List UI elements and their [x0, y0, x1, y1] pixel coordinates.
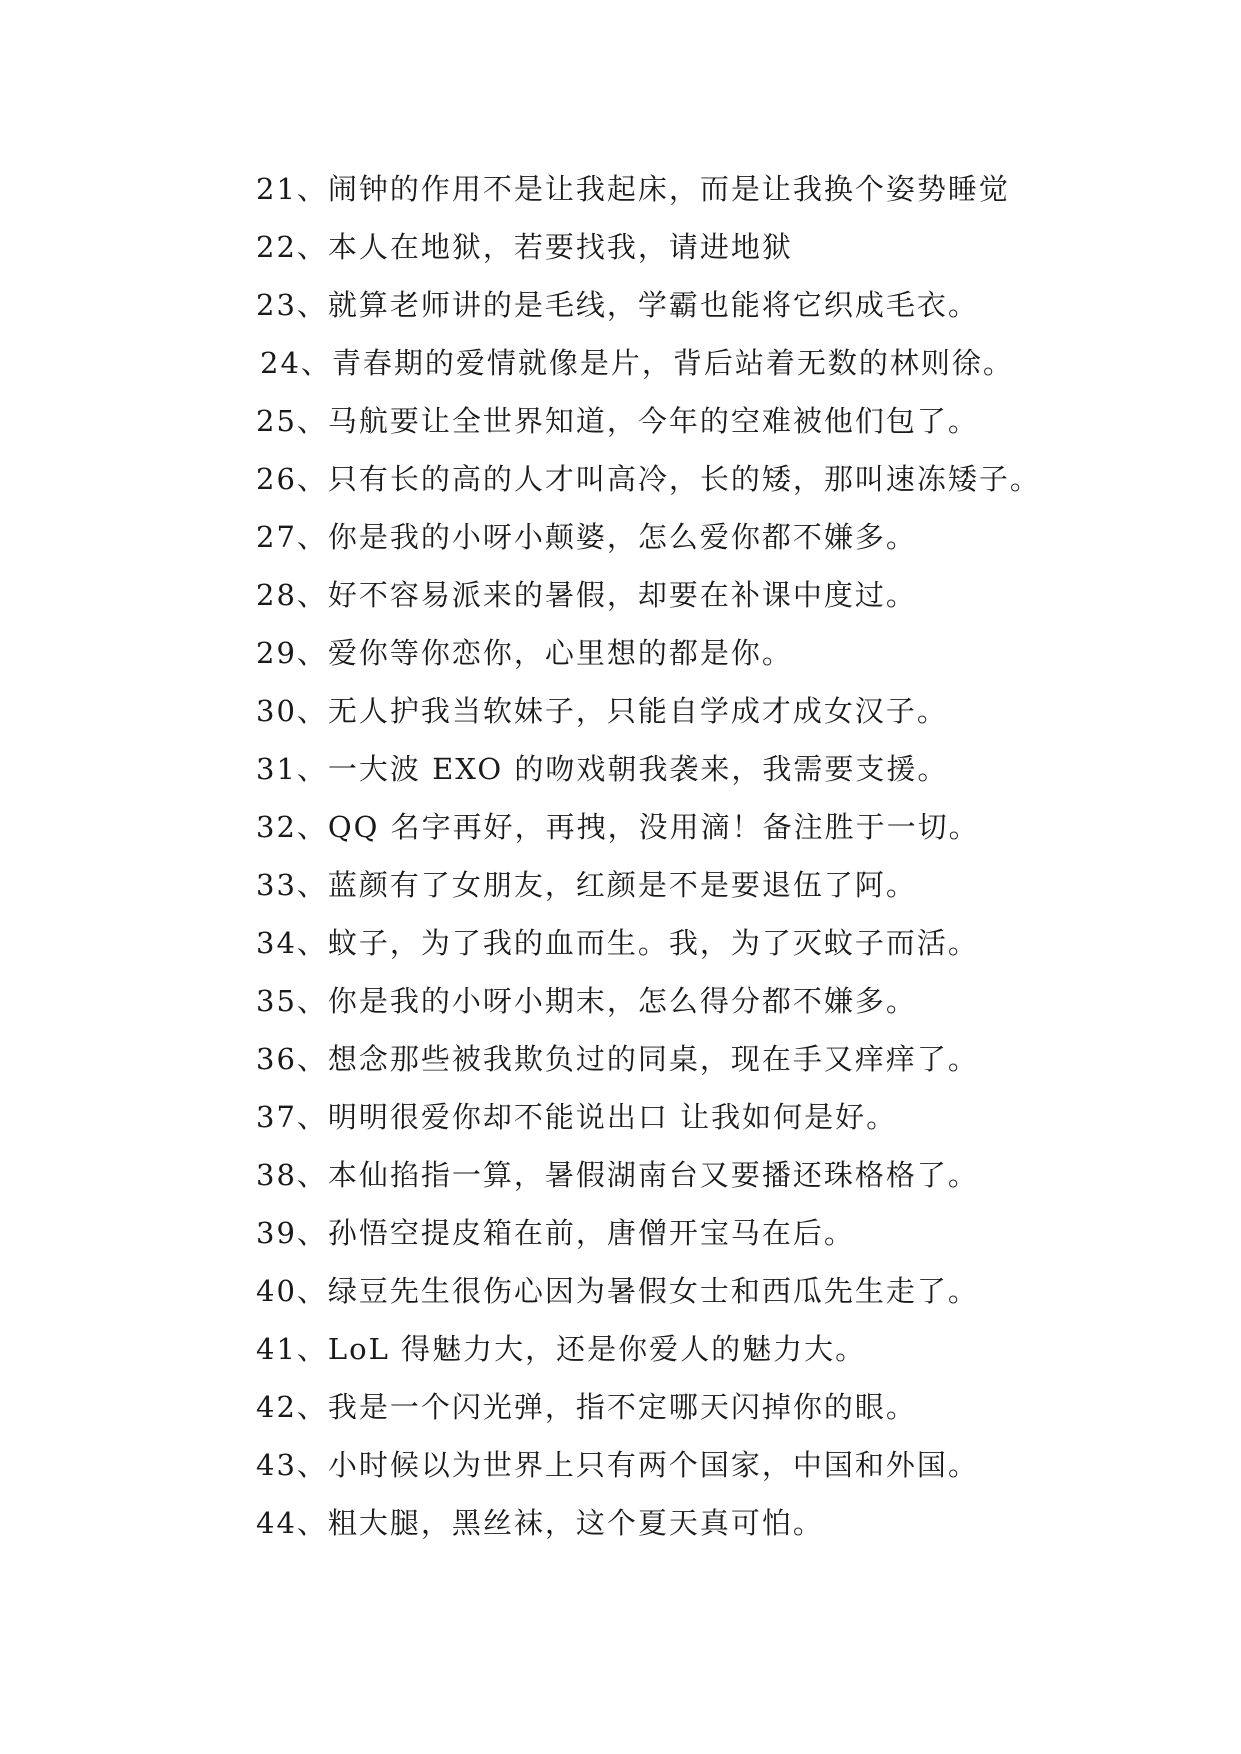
- list-item: 26、只有长的高的人才叫高冷，长的矮，那叫速冻矮子。: [256, 462, 1041, 496]
- list-item: 29、爱你等你恋你，心里想的都是你。: [256, 636, 793, 670]
- list-item: 35、你是我的小呀小期末，怎么得分都不嫌多。: [256, 984, 917, 1018]
- list-item: 38、本仙掐指一算，暑假湖南台又要播还珠格格了。: [256, 1158, 979, 1192]
- list-item: 27、你是我的小呀小颠婆，怎么爱你都不嫌多。: [256, 520, 917, 554]
- list-item: 21、闹钟的作用不是让我起床，而是让我换个姿势睡觉: [256, 172, 1010, 206]
- list-item: 28、好不容易派来的暑假，却要在补课中度过。: [256, 578, 917, 612]
- list-item: 22、本人在地狱，若要找我，请进地狱: [256, 230, 793, 264]
- list-item: 37、明明很爱你却不能说出口 让我如何是好。: [256, 1100, 898, 1134]
- list-item: 44、粗大腿，黑丝袜，这个夏天真可怕。: [256, 1506, 824, 1540]
- list-item: 23、就算老师讲的是毛线，学霸也能将它织成毛衣。: [256, 288, 979, 322]
- list-item: 32、QQ 名字再好，再拽，没用滴！备注胜于一切。: [256, 810, 980, 844]
- list-item: 41、LoL 得魅力大，还是你爱人的魅力大。: [256, 1332, 867, 1366]
- list-item: 30、无人护我当软妹子，只能自学成才成女汉子。: [256, 694, 948, 728]
- list-item: 43、小时候以为世界上只有两个国家，中国和外国。: [256, 1448, 979, 1482]
- list-item: 40、绿豆先生很伤心因为暑假女士和西瓜先生走了。: [256, 1274, 979, 1308]
- list-item: 33、蓝颜有了女朋友，红颜是不是要退伍了阿。: [256, 868, 917, 902]
- list-item: 42、我是一个闪光弹，指不定哪天闪掉你的眼。: [256, 1390, 917, 1424]
- list-item: 25、马航要让全世界知道，今年的空难被他们包了。: [256, 404, 979, 438]
- list-item: 34、蚊子，为了我的血而生。我，为了灭蚊子而活。: [256, 926, 979, 960]
- list-item: 24、青春期的爱情就像是片，背后站着无数的林则徐。: [260, 346, 1014, 380]
- list-item: 39、孙悟空提皮箱在前，唐僧开宝马在后。: [256, 1216, 855, 1250]
- text-list: [256, 160, 1156, 1552]
- list-item: 36、想念那些被我欺负过的同桌，现在手又痒痒了。: [256, 1042, 979, 1076]
- list-item: 31、一大波 EXO 的吻戏朝我袭来，我需要支援。: [256, 752, 949, 786]
